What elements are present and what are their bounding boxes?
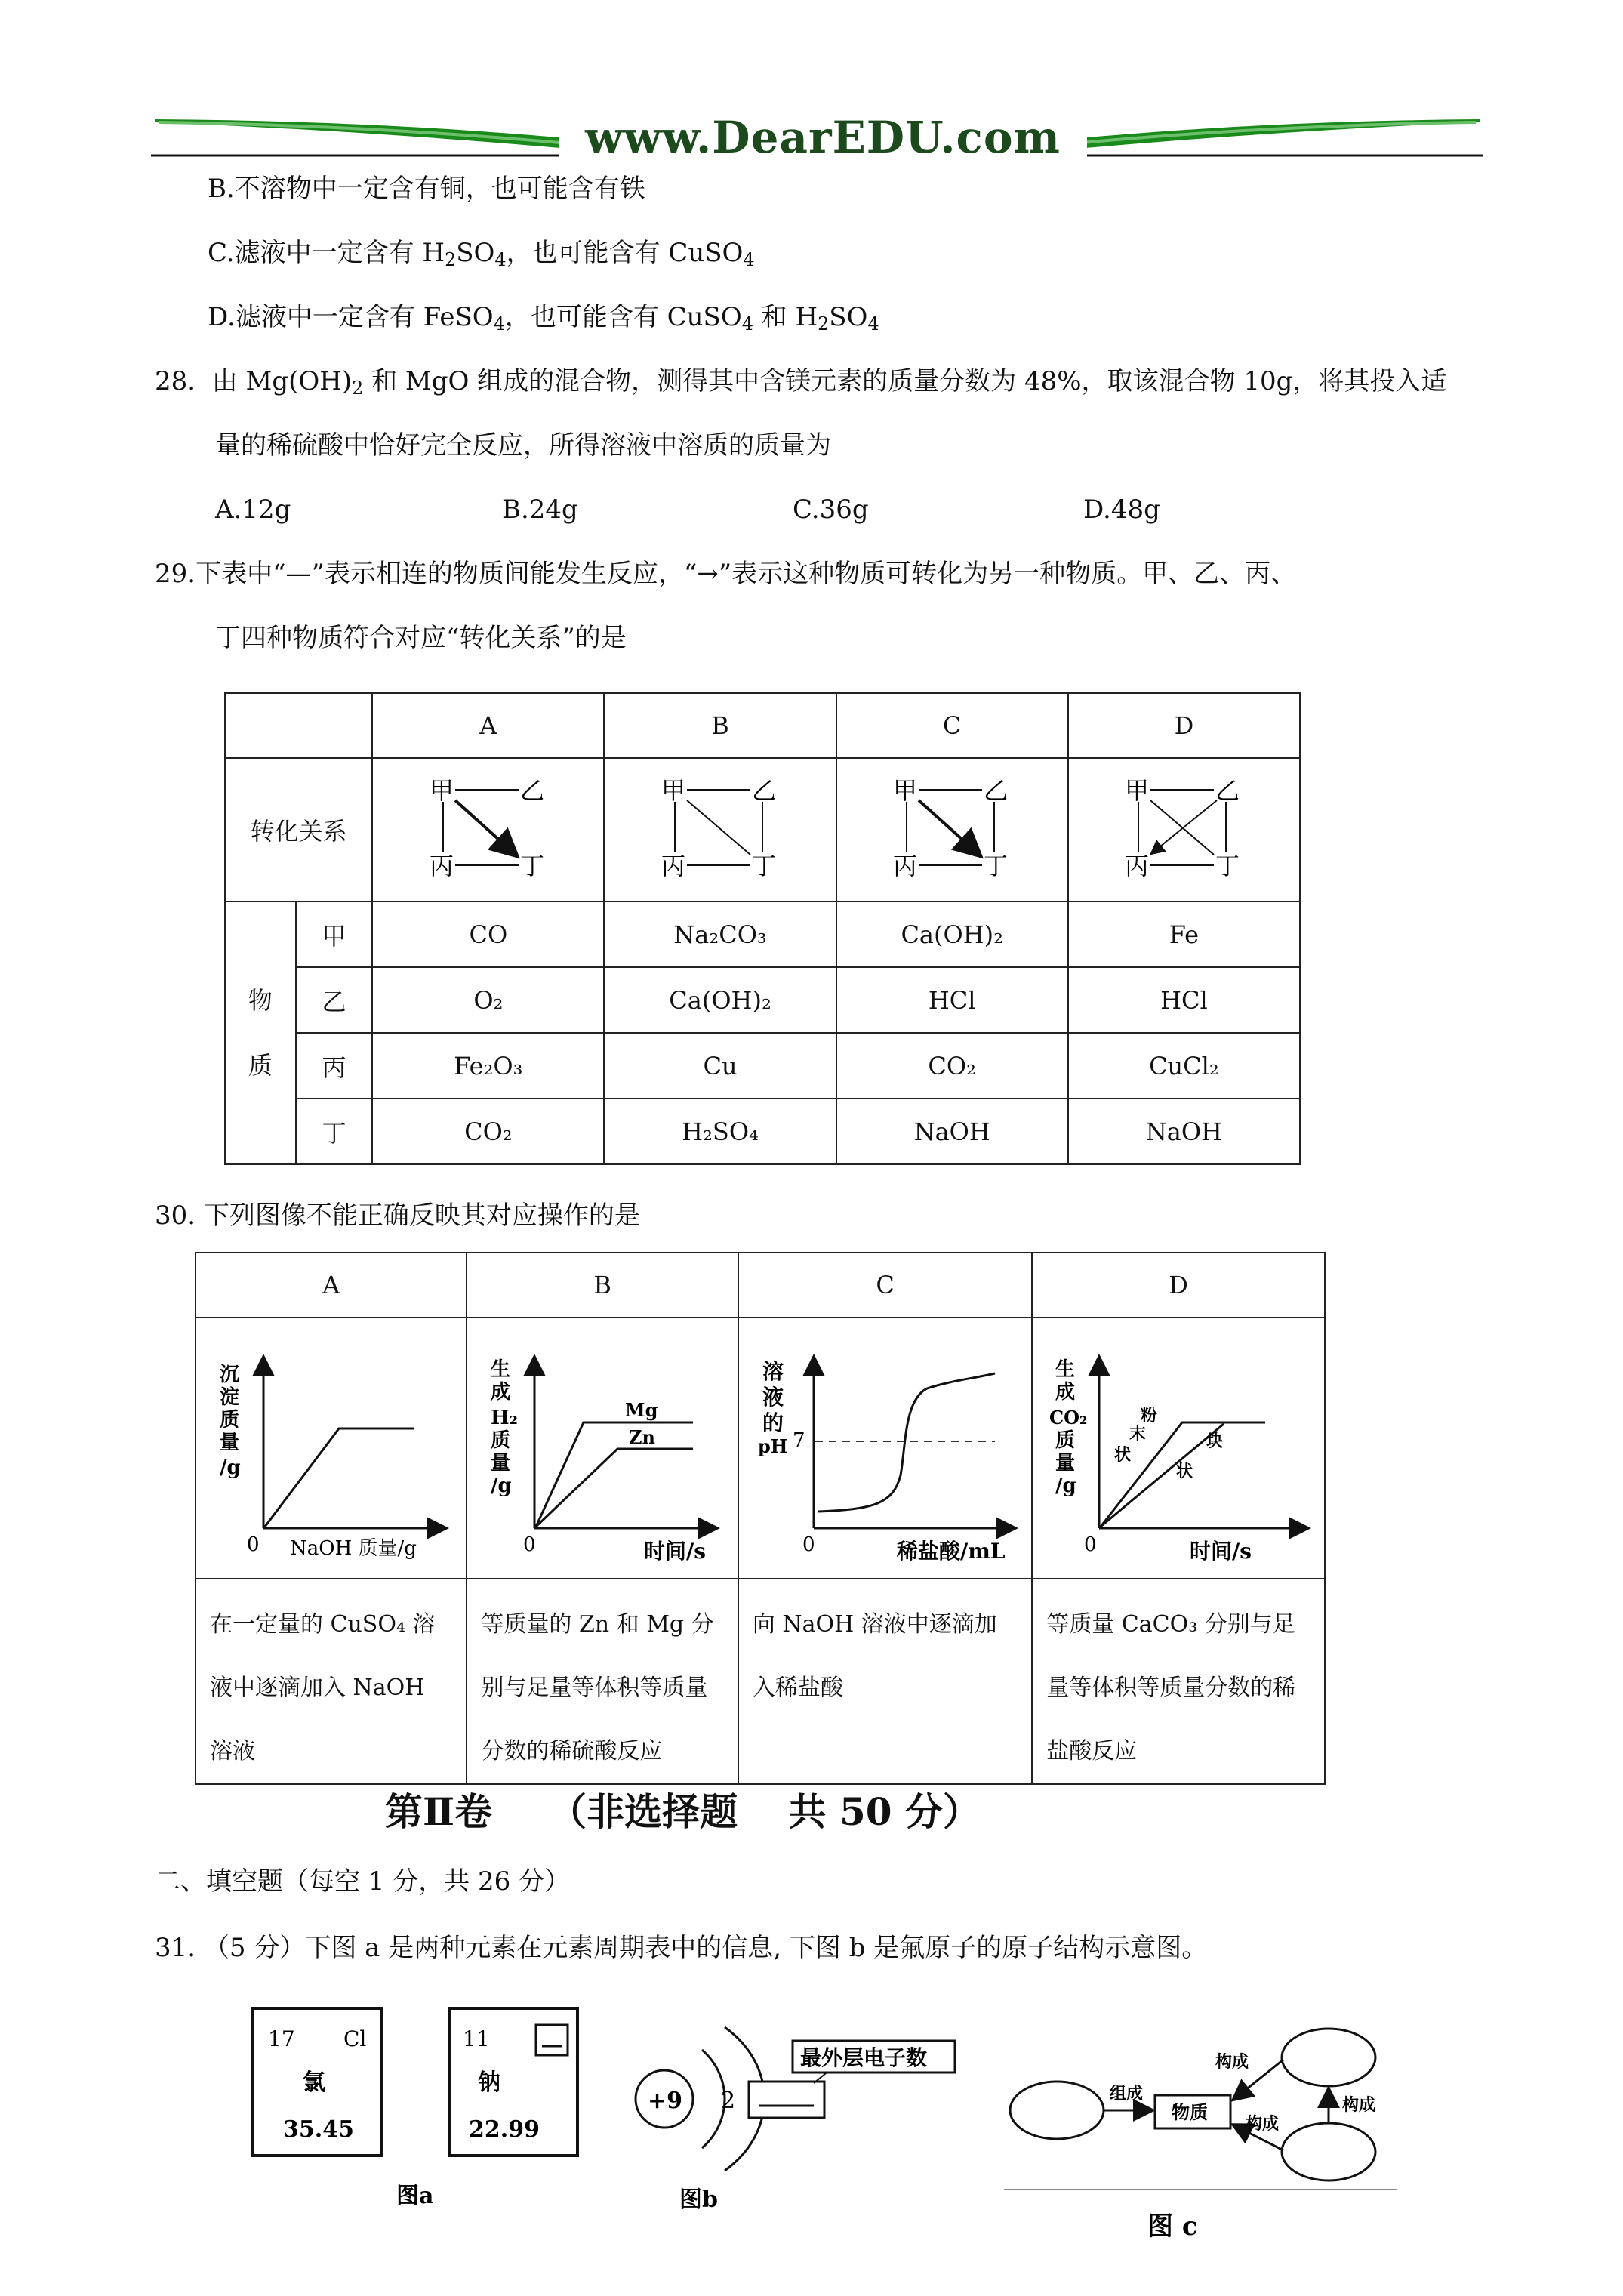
cell-a-jia: CO xyxy=(372,901,604,967)
svg-text:稀盐酸/mL: 稀盐酸/mL xyxy=(896,1539,1006,1564)
svg-text:量: 量 xyxy=(491,1452,511,1475)
svg-text:沉: 沉 xyxy=(219,1364,239,1386)
graph-b xyxy=(467,1318,738,1579)
svg-text:末: 末 xyxy=(1129,1424,1147,1444)
svg-text:Mg: Mg xyxy=(625,1399,658,1421)
q30-table xyxy=(195,1252,1326,1785)
svg-text:钠: 钠 xyxy=(478,2069,500,2096)
svg-text:0: 0 xyxy=(523,1533,536,1556)
relation-diagram-c-icon xyxy=(892,770,1012,883)
graph-c-plot xyxy=(746,1324,1025,1566)
svg-text:块: 块 xyxy=(1206,1432,1224,1451)
svg-text:质: 质 xyxy=(491,1429,511,1452)
svg-text:状: 状 xyxy=(1114,1445,1132,1465)
q27-option-b: B.不溶物中一定含有铜，也可能含有铁 xyxy=(208,174,645,204)
svg-text:液: 液 xyxy=(762,1385,784,1410)
svg-text:生: 生 xyxy=(1055,1358,1076,1381)
svg-text:最外层电子数: 最外层电子数 xyxy=(800,2045,928,2070)
svg-text:Cl: Cl xyxy=(343,2026,367,2051)
concept-node-top xyxy=(1282,2029,1375,2086)
substance-label: 物 质 xyxy=(225,901,296,1164)
svg-text:7: 7 xyxy=(792,1429,805,1452)
svg-text:2: 2 xyxy=(721,2088,736,2114)
svg-text:组成: 组成 xyxy=(1110,2084,1144,2103)
q28-option-d: D.48g xyxy=(1083,495,1160,525)
svg-text:构成: 构成 xyxy=(1215,2052,1249,2072)
svg-text:甲: 甲 xyxy=(893,776,918,805)
cell-c-bing: CO₂ xyxy=(836,1033,1068,1099)
svg-text:构成: 构成 xyxy=(1342,2095,1376,2115)
svg-text:丙: 丙 xyxy=(661,852,686,880)
svg-text:11: 11 xyxy=(463,2026,490,2051)
figure-c xyxy=(996,2008,1404,2257)
figure-b-atom-diagram xyxy=(619,1997,959,2216)
svg-text:溶: 溶 xyxy=(762,1359,784,1384)
svg-text:量: 量 xyxy=(219,1432,239,1454)
svg-text:丁: 丁 xyxy=(984,852,1009,880)
q30-header-d: D xyxy=(1032,1253,1325,1318)
svg-text:的: 的 xyxy=(762,1410,784,1435)
svg-text:成: 成 xyxy=(491,1381,511,1404)
figure-c-concept-map xyxy=(996,2008,1404,2257)
cell-d-yi: HCl xyxy=(1068,967,1300,1033)
cell-c-ding: NaOH xyxy=(836,1099,1068,1164)
svg-text:丙: 丙 xyxy=(1125,852,1150,880)
svg-text:淀: 淀 xyxy=(219,1386,239,1409)
svg-text:图a: 图a xyxy=(396,2183,434,2209)
q28-option-c: C.36g xyxy=(793,495,869,525)
svg-text:Zn: Zn xyxy=(629,1426,656,1448)
svg-text:+9: +9 xyxy=(648,2088,683,2114)
svg-text:物质: 物质 xyxy=(1172,2101,1208,2123)
svg-text:时间/s: 时间/s xyxy=(1190,1539,1252,1564)
graph-a-plot xyxy=(203,1324,460,1566)
cell-b-jia: Na₂CO₃ xyxy=(604,901,836,967)
q29-header-d: D xyxy=(1068,693,1300,758)
svg-text:乙: 乙 xyxy=(752,776,777,805)
q29-header-a: A xyxy=(372,693,604,758)
svg-text:H₂: H₂ xyxy=(491,1407,519,1429)
cell-a-ding: CO₂ xyxy=(372,1099,604,1164)
concept-node-left xyxy=(1010,2082,1104,2139)
cell-d-jia: Fe xyxy=(1068,901,1300,967)
q30-desc-a: 在一定量的 CuSO₄ 溶液中逐滴加入 NaOH 溶液 xyxy=(196,1579,467,1784)
cell-d-ding: NaOH xyxy=(1068,1099,1300,1164)
svg-text:丁: 丁 xyxy=(752,852,777,880)
graph-a xyxy=(196,1318,467,1579)
svg-text:时间/s: 时间/s xyxy=(644,1539,707,1564)
q30-header-c: C xyxy=(738,1253,1032,1318)
relation-diagram-d xyxy=(1068,758,1300,901)
row-label-bing: 丙 xyxy=(296,1033,373,1099)
svg-text:状: 状 xyxy=(1176,1462,1193,1481)
svg-text:/g: /g xyxy=(491,1475,512,1497)
figure-b xyxy=(619,1997,959,2216)
q28-option-a: A.12g xyxy=(215,495,291,525)
svg-text:CO₂: CO₂ xyxy=(1049,1407,1088,1428)
relation-diagram-c xyxy=(836,758,1068,901)
q28-option-b: B.24g xyxy=(502,495,578,525)
svg-text:乙: 乙 xyxy=(1215,776,1240,805)
svg-text:质: 质 xyxy=(219,1409,239,1432)
svg-text:生: 生 xyxy=(491,1358,511,1381)
svg-text:0: 0 xyxy=(246,1533,260,1556)
concept-node-bottom xyxy=(1282,2123,1375,2180)
q29-header-b: B xyxy=(604,693,836,758)
svg-text:图b: 图b xyxy=(679,2187,718,2213)
relation-diagram-b-icon xyxy=(660,770,781,883)
svg-text:丙: 丙 xyxy=(429,852,454,880)
q27-option-c: C.滤液中一定含有 $H_2SO_4$，也可能含有 CuSO$_4$ xyxy=(208,238,755,270)
svg-text:质: 质 xyxy=(1055,1429,1076,1452)
section-fill-blank: 二、填空题（每空 1 分，共 26 分） xyxy=(155,1866,571,1897)
svg-text:丁: 丁 xyxy=(519,852,544,880)
q30-desc-b: 等质量的 Zn 和 Mg 分别与足量等体积等质量分数的稀硫酸反应 xyxy=(467,1579,738,1784)
q29-stem-cont: 丁四种物质符合对应“转化关系”的是 xyxy=(215,623,627,653)
q30-header-a: A xyxy=(196,1253,467,1318)
q29-header-c: C xyxy=(836,693,1068,758)
svg-text:量: 量 xyxy=(1055,1452,1076,1475)
q27-option-d: D.滤液中一定含有 FeSO$_4$，也可能含有 CuSO$_4$ 和 $H_2SO_4$ xyxy=(208,302,879,334)
row-label-yi: 乙 xyxy=(296,967,373,1033)
graph-c-curve xyxy=(818,1373,995,1512)
graph-b-zn-curve xyxy=(536,1449,693,1527)
cell-c-yi: HCl xyxy=(836,967,1068,1033)
svg-text:/g: /g xyxy=(1055,1475,1076,1497)
svg-text:图 c: 图 c xyxy=(1147,2211,1198,2242)
q30-desc-c: 向 NaOH 溶液中逐滴加入稀盐酸 xyxy=(738,1579,1032,1784)
q31-stem: 31. （5 分）下图 a 是两种元素在元素周期表中的信息, 下图 b 是氟原子的原子结构示意图。 xyxy=(155,1933,1208,1963)
svg-text:甲: 甲 xyxy=(661,776,686,805)
relation-diagram-a xyxy=(372,758,604,901)
svg-text:甲: 甲 xyxy=(1125,776,1150,805)
graph-c xyxy=(738,1318,1032,1579)
svg-text:35.45: 35.45 xyxy=(283,2116,354,2143)
svg-text:丙: 丙 xyxy=(893,852,918,880)
svg-text:成: 成 xyxy=(1055,1381,1076,1404)
cell-b-ding: H₂SO₄ xyxy=(604,1099,836,1164)
site-header xyxy=(151,106,1483,166)
relation-label: 转化关系 xyxy=(225,758,372,901)
q30-stem: 30. 下列图像不能正确反映其对应操作的是 xyxy=(155,1200,640,1231)
cell-a-bing: Fe₂O₃ xyxy=(372,1033,604,1099)
graph-b-mg-curve xyxy=(536,1422,693,1527)
figure-a xyxy=(238,1993,585,2212)
svg-text:甲: 甲 xyxy=(429,776,454,805)
q29-stem: 29.下表中“—”表示相连的物质间能发生反应，“→”表示这种物质可转化为另一种物质。甲、乙、丙、 xyxy=(155,559,1297,589)
relation-diagram-b xyxy=(604,758,836,901)
row-label-jia: 甲 xyxy=(296,901,373,967)
relation-diagram-d-icon xyxy=(1123,770,1244,883)
svg-text:丁: 丁 xyxy=(1215,852,1240,880)
svg-text:/g: /g xyxy=(219,1456,241,1479)
graph-d-plot xyxy=(1039,1324,1318,1566)
q30-desc-d: 等质量 CaCO₃ 分别与足量等体积等质量分数的稀盐酸反应 xyxy=(1032,1579,1325,1784)
cell-b-yi: Ca(OH)₂ xyxy=(604,967,836,1033)
svg-text:构成: 构成 xyxy=(1246,2114,1280,2134)
part2-title: 第Ⅱ卷 （非选择题 共 50 分） xyxy=(385,1789,981,1834)
svg-text:乙: 乙 xyxy=(519,776,544,805)
relation-diagram-a-icon xyxy=(428,770,549,883)
q28-stem-cont: 量的稀硫酸中恰好完全反应，所得溶液中溶质的质量为 xyxy=(215,430,831,461)
cell-d-bing: CuCl₂ xyxy=(1068,1033,1300,1099)
q30-header-b: B xyxy=(467,1253,738,1318)
graph-d-lump-curve xyxy=(1101,1424,1224,1527)
svg-text:17: 17 xyxy=(268,2026,295,2051)
svg-text:0: 0 xyxy=(802,1533,815,1556)
site-url[interactable]: www.DearEDU.com xyxy=(559,112,1087,163)
svg-text:0: 0 xyxy=(1084,1533,1097,1556)
row-label-ding: 丁 xyxy=(296,1099,373,1164)
figure-a-drawing xyxy=(238,1993,585,2212)
q29-table xyxy=(224,692,1301,1165)
svg-text:NaOH 质量/g: NaOH 质量/g xyxy=(289,1537,417,1560)
svg-text:pH: pH xyxy=(757,1435,788,1457)
svg-text:22.99: 22.99 xyxy=(469,2116,540,2143)
graph-d xyxy=(1032,1318,1325,1579)
cell-b-bing: Cu xyxy=(604,1033,836,1099)
q28-stem: 28. 由 $Mg(OH)_2$ 和 MgO 组成的混合物，测得其中含镁元素的质量分数为 48%，取该混合物 10g，将其投入适 xyxy=(155,366,1447,399)
graph-a-curve xyxy=(265,1428,414,1527)
svg-text:乙: 乙 xyxy=(984,776,1009,805)
svg-text:粉: 粉 xyxy=(1141,1406,1158,1425)
cell-c-jia: Ca(OH)₂ xyxy=(836,901,1068,967)
svg-text:氯: 氯 xyxy=(303,2069,325,2096)
cell-a-yi: O₂ xyxy=(372,967,604,1033)
graph-b-plot xyxy=(474,1324,731,1566)
